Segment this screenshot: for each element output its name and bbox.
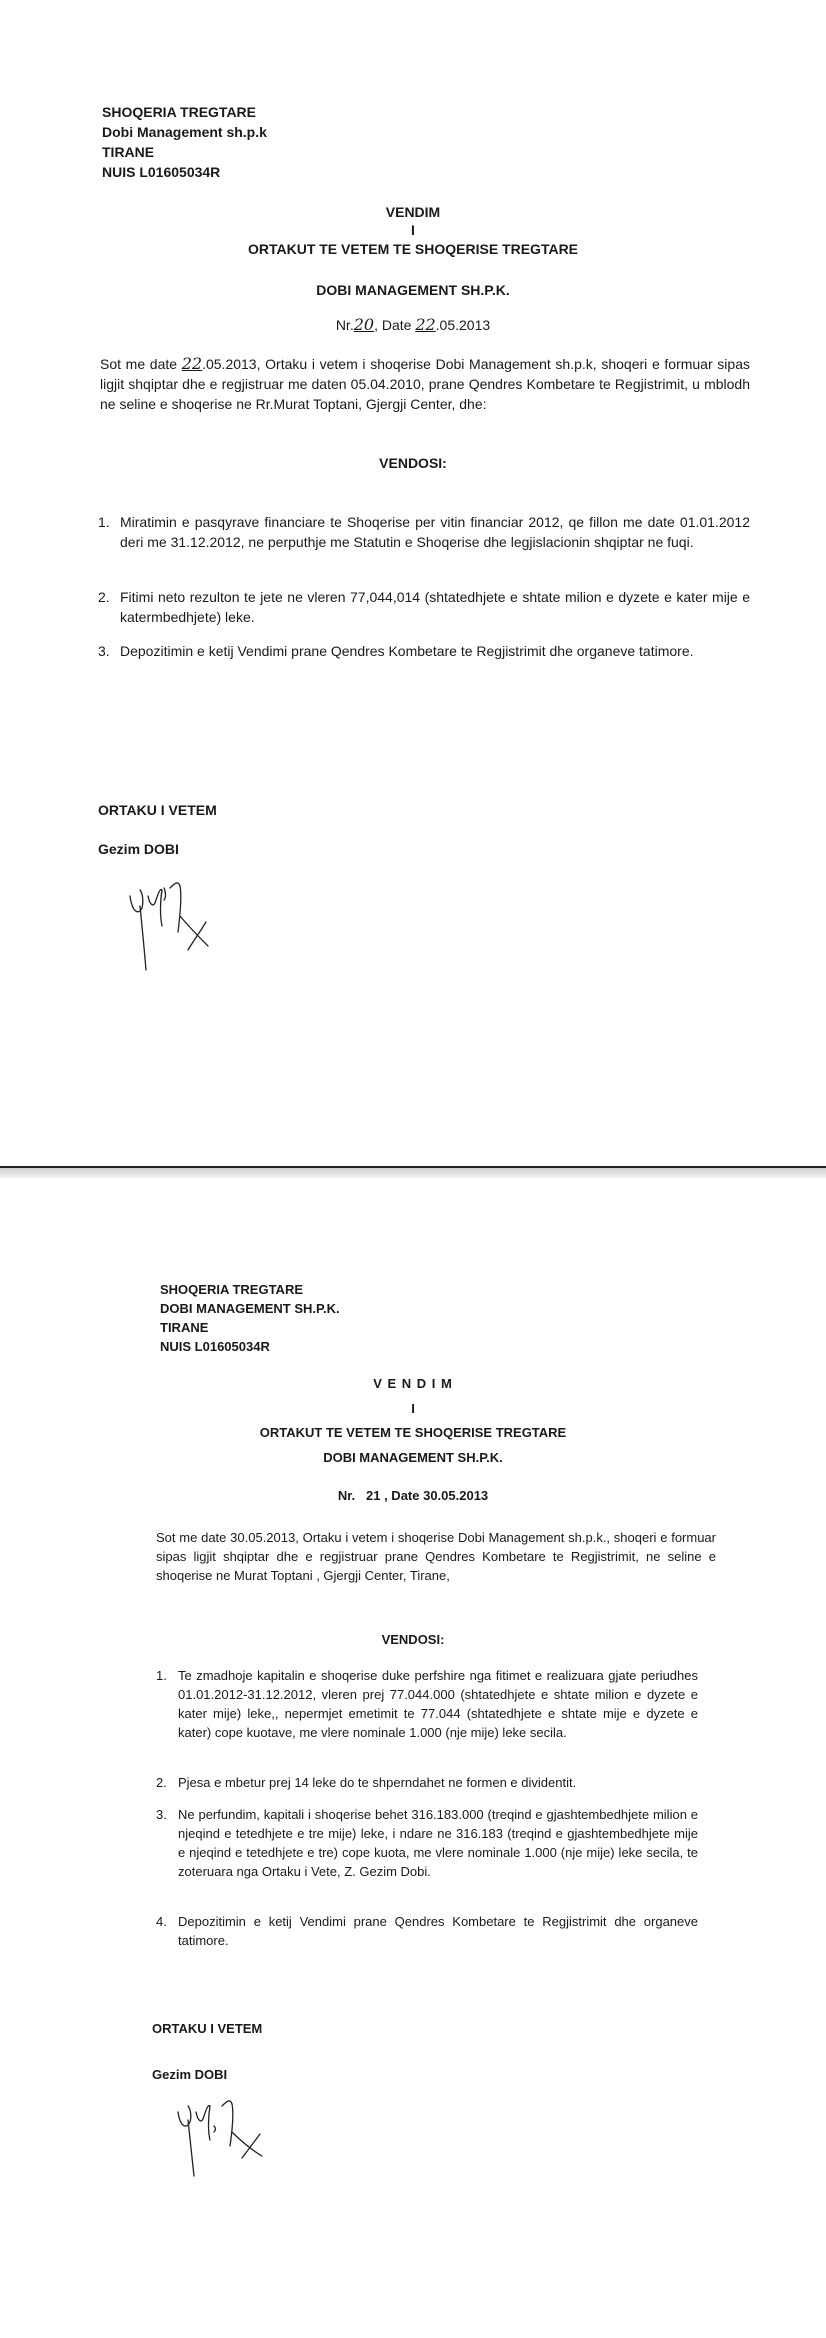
vendosi-heading: VENDOSI: bbox=[379, 455, 447, 471]
decision-number-date bbox=[0, 315, 826, 334]
signature bbox=[120, 866, 220, 976]
date-rest: .05.2013 bbox=[435, 317, 491, 333]
list-item bbox=[156, 1912, 698, 1952]
company-header bbox=[160, 1280, 340, 1356]
handwritten-intro-day: 22 bbox=[181, 354, 203, 373]
signer-title: ORTAKU I VETEM bbox=[152, 2021, 263, 2036]
decision-title-conj: I bbox=[411, 1401, 415, 1416]
decision-subtitle: ORTAKUT TE VETEM TE SHOQERISE TREGTARE bbox=[259, 1425, 567, 1440]
list-item-text: Miratimin e pasqyrave financiare te Shoqerise per vitin financiar 2012, qe fillon me date 01.01.2012 deri me 31.12.2012, ne perputhje me Statutin e Shoqerise dhe legjislacionin shqiptar ne fuqi. bbox=[120, 514, 750, 550]
list-item-text: Depozitimin e ketij Vendimi prane Qendres Kombetare te Regjistrimit dhe organeve tatimore. bbox=[178, 1914, 698, 1948]
signer-name: Gezim DOBI bbox=[98, 841, 179, 857]
company-name-title: DOBI MANAGEMENT SH.P.K. bbox=[316, 282, 510, 298]
handwritten-number: 20 bbox=[353, 315, 375, 334]
list-item bbox=[156, 1773, 698, 1793]
list-item-number: 2. bbox=[98, 589, 110, 605]
signature bbox=[170, 2092, 280, 2182]
intro-paragraph: Sot me date 30.05.2013, Ortaku i vetem i shoqerise Dobi Management sh.p.k., shoqeri e formuar sipas ligjit shqiptar dhe e regjistruar prane Qendres Kombetare te Regjistrimit, ne seline e shoqerise ne Murat Toptani , Gjergji Center, Tirane, bbox=[156, 1530, 716, 1583]
intro-paragraph bbox=[100, 354, 750, 414]
vendosi-heading: VENDOSI: bbox=[381, 1632, 445, 1647]
list-item bbox=[98, 587, 750, 628]
signer-name: Gezim DOBI bbox=[152, 2067, 228, 2082]
list-item-number: 3. bbox=[156, 1807, 167, 1822]
nr-prefix: Nr. bbox=[335, 317, 354, 333]
signer-title: ORTAKU I VETEM bbox=[98, 802, 217, 818]
company-line: Dobi Management sh.p.k bbox=[102, 124, 267, 140]
document-page-2 bbox=[0, 1178, 826, 2338]
page-gap bbox=[0, 1168, 826, 1178]
intro-start: Sot me date bbox=[100, 356, 182, 372]
list-item bbox=[156, 1666, 698, 1761]
intro-rest: .05.2013, Ortaku i vetem i shoqerise Dobi Management sh.p.k, shoqeri e formuar sipas ligjit shqiptar dhe e regjistruar me daten 05.04.2010, prane Qendres Kombetare te Regjistrimit, u mblodh ne seline e shoqerise ne Rr.Murat Toptani, Gjergji Center, dhe: bbox=[100, 356, 750, 412]
decision-number-date: Nr. 21 , Date 30.05.2013 bbox=[337, 1488, 489, 1503]
list-item-number: 4. bbox=[156, 1914, 167, 1929]
list-item-text: Depozitimin e ketij Vendimi prane Qendres Kombetare te Regjistrimit dhe organeve tatimore. bbox=[120, 643, 694, 659]
list-item-number: 3. bbox=[98, 643, 110, 659]
list-item bbox=[98, 641, 750, 682]
company-header bbox=[102, 102, 267, 182]
company-line: NUIS L01605034R bbox=[102, 164, 221, 180]
company-line: TIRANE bbox=[102, 144, 155, 160]
company-line: DOBI MANAGEMENT SH.P.K. bbox=[160, 1301, 340, 1316]
company-line: SHOQERIA TREGTARE bbox=[160, 1282, 304, 1297]
company-line: SHOQERIA TREGTARE bbox=[102, 104, 257, 120]
list-item-text: Fitimi neto rezulton te jete ne vleren 77,044,014 (shtatedhjete e shtate milion e dyzete e kater mije e katermbedhjete) leke. bbox=[120, 589, 750, 625]
list-item bbox=[98, 512, 750, 572]
list-item bbox=[156, 1805, 698, 1900]
list-item-number: 1. bbox=[156, 1668, 167, 1683]
list-item-number: 2. bbox=[156, 1775, 167, 1790]
decision-subtitle: ORTAKUT TE VETEM TE SHOQERISE TREGTARE bbox=[247, 241, 579, 257]
list-item-text: Te zmadhoje kapitalin e shoqerise duke perfshire nga fitimet e realizuara gjate periudhes 01.01.2012-31.12.2012, vleren prej 77.044.000 (shtatedhjete e shtate milion e dyzete e kater mije) leke,, nepermjet emetimit te 77.044 (shtatedhjete e shtate mije e dyzete e kater) cope kuotave, me vlere nominale 1.000 (nje mije) leke secila. bbox=[178, 1668, 698, 1740]
list-item-text: Ne perfundim, kapitali i shoqerise behet 316.183.000 (treqind e gjashtembedhjete milion e njeqind e tetedhjete e tre mije) leke, i ndare ne 316.183 (treqind e gjashtembedhjete mije e njeqind e tetedhjete e tre) cope kuota, me vlere nominale 1.000 (nje mije) leke secila, te zoteruara nga Ortaku i Vete, Z. Gezim Dobi. bbox=[178, 1807, 698, 1879]
decision-list bbox=[156, 1666, 698, 1952]
company-line: TIRANE bbox=[160, 1320, 209, 1335]
company-line: NUIS L01605034R bbox=[160, 1339, 270, 1354]
date-prefix: , Date bbox=[374, 317, 416, 333]
decision-list bbox=[98, 512, 750, 682]
handwritten-day: 22 bbox=[415, 315, 436, 334]
company-name-title: DOBI MANAGEMENT SH.P.K. bbox=[323, 1450, 503, 1465]
decision-title: VENDIM bbox=[385, 204, 441, 220]
list-item-number: 1. bbox=[98, 514, 110, 530]
list-item-text: Pjesa e mbetur prej 14 leke do te shperndahet ne formen e dividentit. bbox=[178, 1775, 577, 1790]
decision-title: V E N D I M bbox=[373, 1376, 453, 1391]
decision-title-conj: I bbox=[411, 222, 415, 238]
